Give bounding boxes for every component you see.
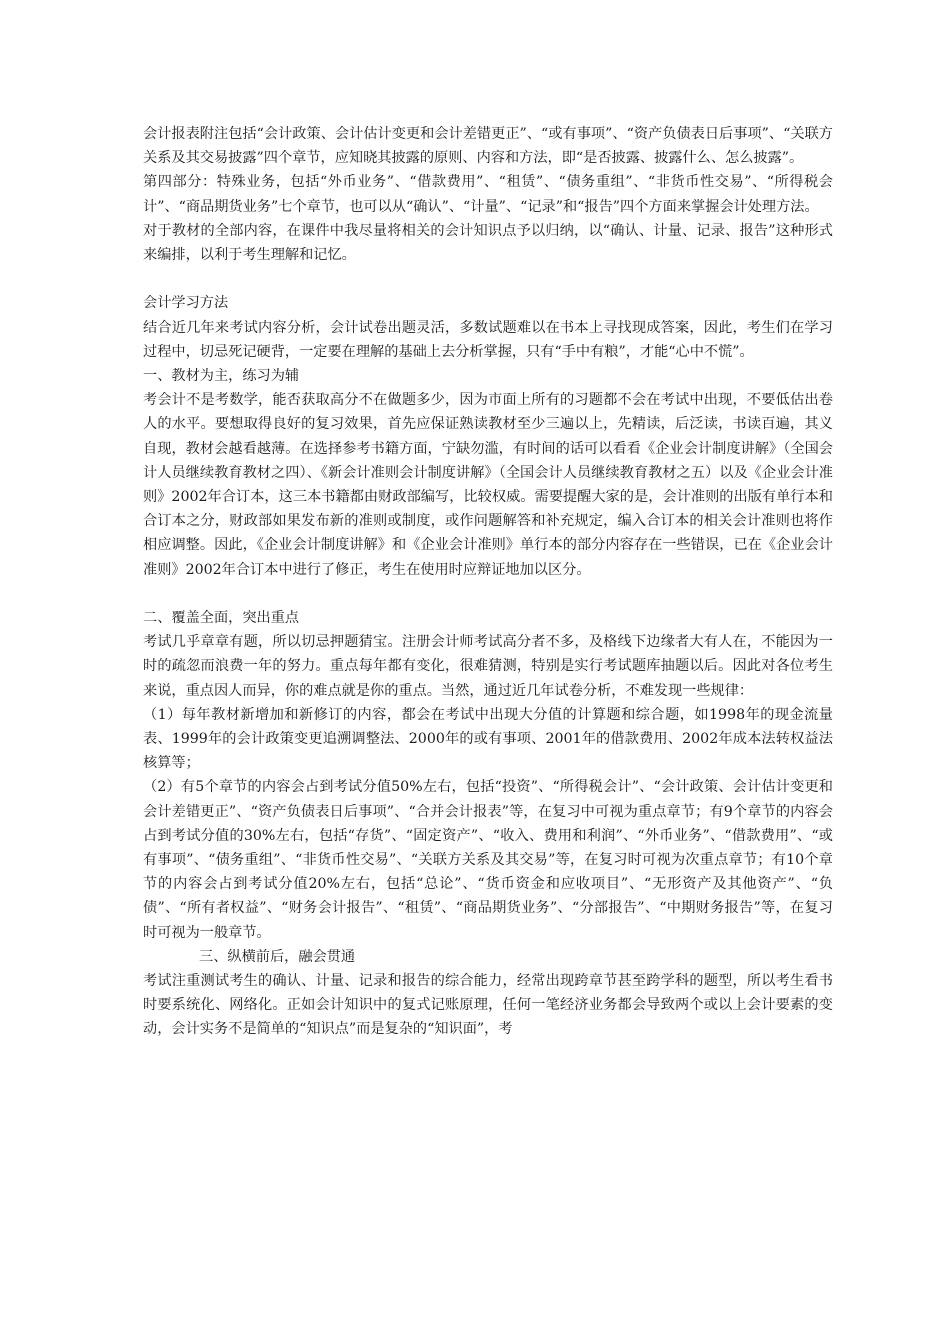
heading-three: 三、纵横前后，融会贯通 [199,948,356,965]
list-item-one: （1）每年教材新增加和新修订的内容，都会在考试中出现大分值的计算题和综合题，如1998年的现金流量表、1999年的会计政策变更追溯调整法、2000年的或有事项、2001年的借款费用、2002年成本法转权益法核算等； [143,706,833,772]
document-page [143,122,833,1042]
blank-line [143,582,833,606]
list-item-two: （2）有5个章节的内容会占到考试分值50%左右，包括“投资”、“所得税会计”、“会计政策、会计估计变更和会计差错更正”、“资产负债表日后事项”、“合并会计报表”等，在复习中可视为重点章节；有9个章节的内容会占到考试分值的30%左右，包括“存货”、“固定资产”、“收入、费用和利润”、“外币业务”、“借款费用”、“或有事项”、“债务重组”、“非货币性交易”、“关联方关系及其交易”等，在复习时可视为次重点章节；有10个章节的内容会占到考试分值20%左右，包括“总论”、“货币资金和应收项目”、“无形资产及其他资产”、“负债”、“所有者权益”、“财务会计报告”、“租赁”、“商品期货业务”、“分部报告”、“中期财务报告”等，在复习时可视为一般章节。 [143,779,833,941]
paragraph-coverage: 考试几乎章章有题，所以切忌押题猜宝。注册会计师考试高分者不多，及格线下边缘者大有人在，不能因为一时的疏忽而浪费一年的努力。重点每年都有变化，很难猜测，特别是实行考试题库抽题以后。因此对各位考生来说，重点因人而异，你的难点就是你的重点。当然，通过近几年试卷分析，不难发现一些规律： [143,634,833,699]
blank-line [143,267,833,291]
section-title: 会计学习方法 [143,295,229,312]
paragraph-intro: 结合近几年来考试内容分析，会计试卷出题灵活，多数试题难以在书本上寻找现成答案，因此，考生们在学习过程中，切忌死记硬背，一定要在理解的基础上去分析掌握，只有“手中有粮”，才能“心中不慌”。 [143,319,833,360]
paragraph-integration: 考试注重测试考生的确认、计量、记录和报告的综合能力，经常出现跨章节甚至跨学科的题型，所以考生看书时要系统化、网络化。正如会计知识中的复式记账原理，任何一笔经济业务都会导致两个或以上会计要素的变动，会计实务不是简单的“知识点”而是复杂的“知识面”，考 [143,973,833,1038]
heading-two: 二、覆盖全面，突出重点 [143,610,300,627]
heading-one: 一、教材为主，练习为辅 [143,368,300,385]
paragraph-textbook-content: 对于教材的全部内容，在课件中我尽量将相关的会计知识点予以归纳，以“确认、计量、记录、报告”这种形式来编排，以利于考生理解和记忆。 [143,222,833,264]
paragraph-textbook-first: 考会计不是考数学，能否获取高分不在做题多少，因为市面上所有的习题都不会在考试中出现，不要低估出卷人的水平。要想取得良好的复习效果，首先应保证熟读教材至少三遍以上，先精读，后泛读，书读百遍，其义自现，教材会越看越薄。在选择参考书籍方面，宁缺勿滥，有时间的话可以看看《企业会计制度讲解》（全国会计人员继续教育教材之四）、《新会计准则会计制度讲解》（全国会计人员继续教育教材之五）以及《企业会计准则》2002年合订本，这三本书籍都由财政部编写，比较权威。需要提醒大家的是，会计准则的出版有单行本和合订本之分，财政部如果发布新的准则或制度，或作问题解答和补充规定，编入合订本的相关会计准则也将作相应调整。因此，《企业会计制度讲解》和《企业会计准则》单行本的部分内容存在一些错误，已在《企业会计准则》2002年合订本中进行了修正，考生在使用时应辩证地加以区分。 [143,392,833,578]
paragraph-part-four: 第四部分：特殊业务，包括“外币业务”、“借款费用”、“租赁”、“债务重组”、“非货币性交易”、“所得税会计”、“商品期货业务”七个章节，也可以从“确认”、“计量”、“记录”和“报告”四个方面来掌握会计处理方法。 [143,174,833,215]
paragraph-notes: 会计报表附注包括“会计政策、会计估计变更和会计差错更正”、“或有事项”、“资产负债表日后事项”、“关联方关系及其交易披露”四个章节，应知晓其披露的原则、内容和方法，即“是否披露、披露什么、怎么披露”。 [143,126,833,167]
